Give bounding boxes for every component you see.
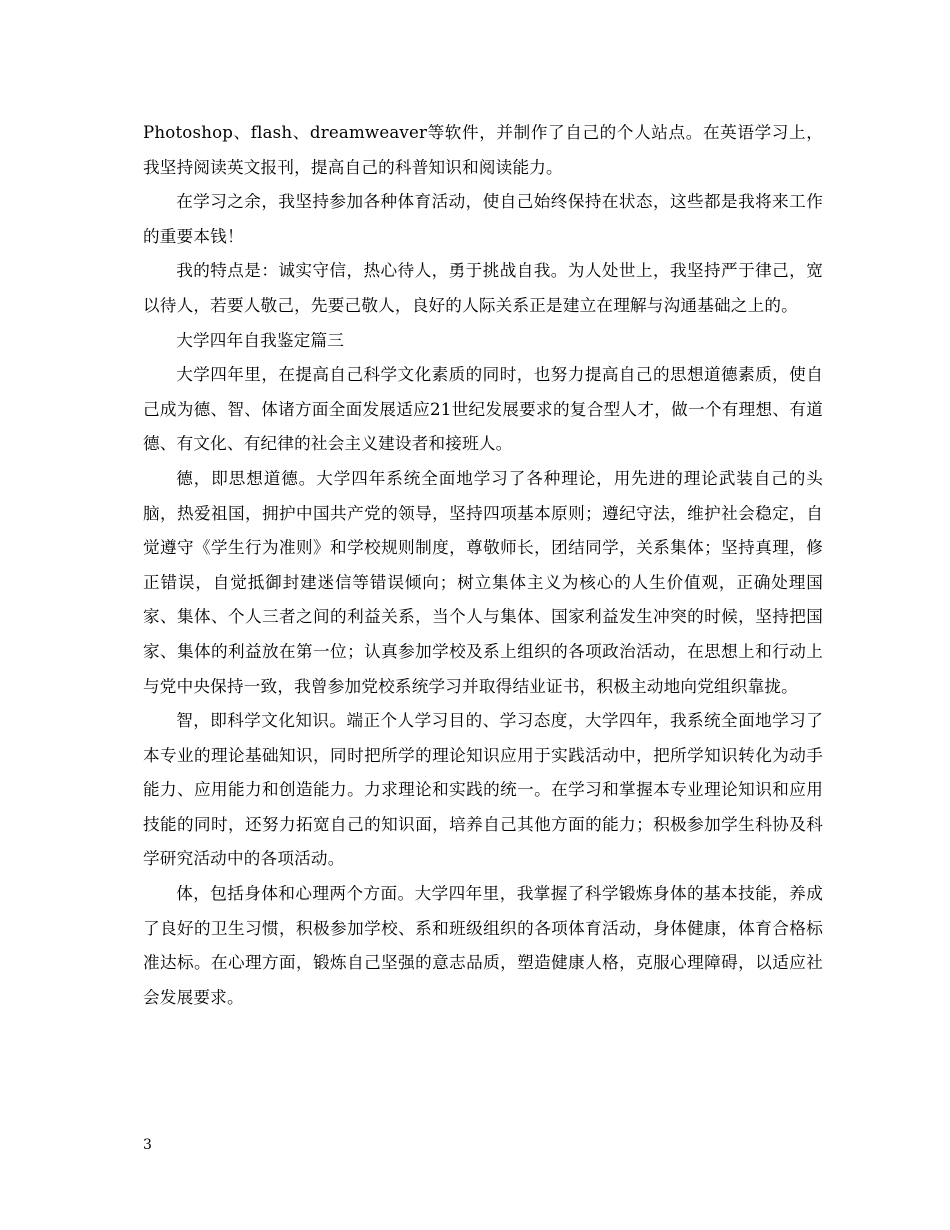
paragraph-7: 智，即科学文化知识。端正个人学习目的、学习态度，大学四年，我系统全面地学习了本专业的理论基础知识，同时把所学的理论知识应用于实践活动中，把所学知识转化为动手能力、应用能力和创造能力。力求理论和实践的统一。在学习和掌握本专业理论知识和应用技能的同时，还努力拓宽自己的知识面，培养自己其他方面的能力；积极参加学生科协及科学研究活动中的各项活动。 xyxy=(143,711,823,869)
paragraph-2: 在学习之余，我坚持参加各种体育活动，使自己始终保持在状态，这些都是我将来工作的重要本钱！ xyxy=(143,192,823,246)
paragraph-6: 德，即思想道德。大学四年系统全面地学习了各种理论，用先进的理论武装自己的头脑，热爱祖国，拥护中国共产党的领导，坚持四项基本原则；遵纪守法，维护社会稳定，自觉遵守《学生行为准则》和学校规则制度，尊敬师长，团结同学，关系集体；坚持真理，修正错误，自觉抵御封建迷信等错误倾向；树立集体主义为核心的人生价值观，正确处理国家、集体、个人三者之间的利益关系，当个人与集体、国家利益发生冲突的时候，坚持把国家、集体的利益放在第一位；认真参加学校及系上组织的各项政治活动，在思想上和行动上与党中央保持一致，我曾参加党校系统学习并取得结业证书，积极主动地向党组织靠拢。 xyxy=(143,468,823,696)
paragraph-5: 大学四年里，在提高自己科学文化素质的同时，也努力提高自己的思想道德素质，使自己成为德、智、体诸方面全面发展适应21世纪发展要求的复合型人才，做一个有理想、有道德、有文化、有纪律的社会主义建设者和接班人。 xyxy=(143,365,823,454)
paragraph-8: 体，包括身体和心理两个方面。大学四年里，我掌握了科学锻炼身体的基本技能，养成了良好的卫生习惯，积极参加学校、系和班级组织的各项体育活动，身体健康，体育合格标准达标。在心理方面，锻炼自己坚强的意志品质，塑造健康人格，克服心理障碍，以适应社会发展要求。 xyxy=(143,884,823,1007)
paragraph-3: 我的特点是：诚实守信，热心待人，勇于挑战自我。为人处世上，我坚持严于律己，宽以待人，若要人敬己，先要己敬人，良好的人际关系正是建立在理解与沟通基础之上的。 xyxy=(143,261,823,315)
section-heading: 大学四年自我鉴定篇三 xyxy=(176,330,345,350)
document-body xyxy=(143,116,823,1015)
paragraph-1: Photoshop、flash、dreamweaver等软件，并制作了自己的个人站点。在英语学习上，我坚持阅读英文报刊，提高自己的科普知识和阅读能力。 xyxy=(143,123,823,177)
page-number: 3 xyxy=(143,1137,152,1153)
